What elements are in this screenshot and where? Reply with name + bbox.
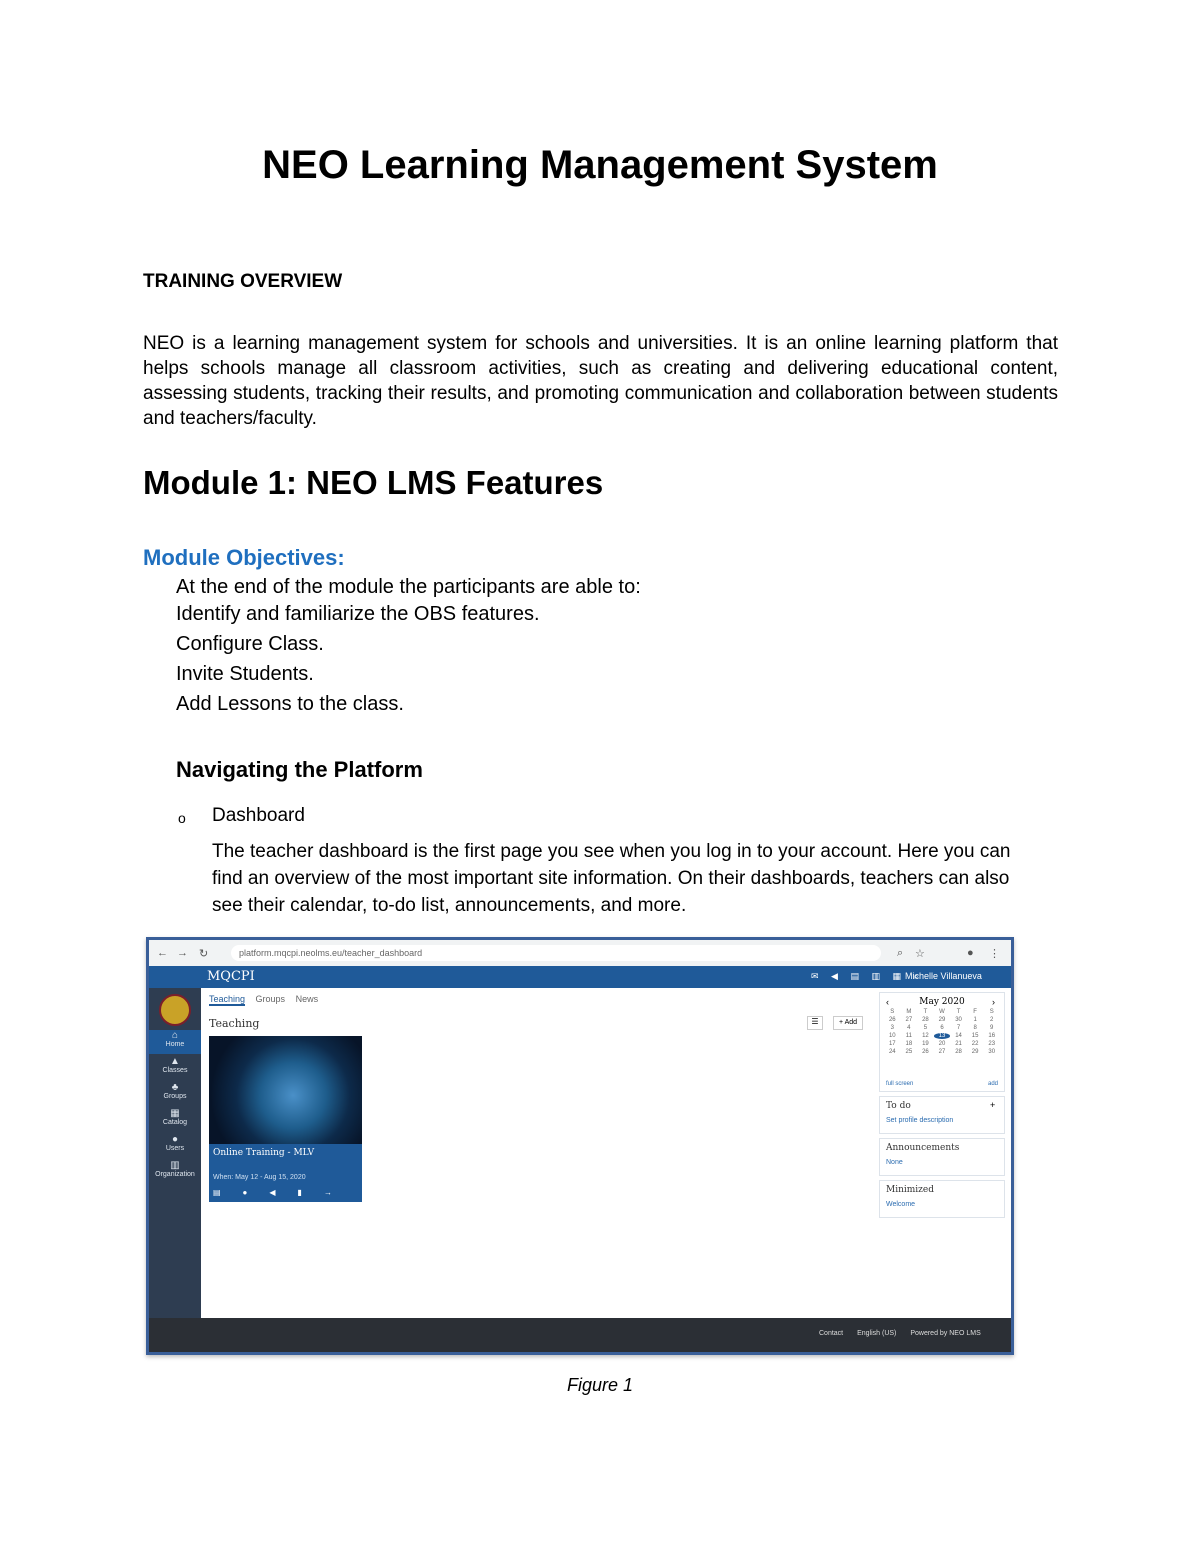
users-icon: ● (171, 1134, 179, 1145)
bullet-marker: o (178, 810, 186, 826)
calendar-day[interactable]: 9 (990, 1025, 994, 1031)
calendar-weekday: T (923, 1009, 928, 1015)
teaching-title: Teaching (209, 1017, 260, 1030)
user-name[interactable]: Michelle Villanueva (905, 971, 982, 981)
figure-caption: Figure 1 (566, 1375, 634, 1395)
main-content (201, 988, 1011, 1318)
objectives-heading: Module Objectives: (143, 545, 345, 570)
calendar-day[interactable]: 28 (955, 1049, 962, 1055)
catalog-icon: ▦ (170, 1108, 180, 1119)
menu-icon[interactable]: ⋮ (989, 948, 1000, 960)
class-title[interactable]: Online Training - MLV (213, 1148, 315, 1158)
reload-icon[interactable]: ↻ (199, 948, 209, 960)
groups-icon: ♣ (171, 1082, 179, 1093)
add-todo-icon[interactable]: + (990, 1100, 996, 1110)
calendar-day[interactable]: 29 (938, 1017, 946, 1023)
class-card[interactable] (209, 1036, 362, 1202)
footer-contact[interactable]: Contact (819, 1330, 844, 1337)
calendar-day[interactable]: 17 (888, 1041, 896, 1047)
footer-links (819, 1330, 993, 1337)
list-view-button[interactable]: ☰ (807, 1016, 823, 1030)
calendar-month: May 2020 (919, 997, 965, 1007)
objective-item: Identify and familiarize the OBS features. (176, 603, 540, 625)
search-icon[interactable]: ⌕ (897, 947, 904, 959)
minimized-item[interactable]: Welcome (886, 1201, 916, 1208)
calendar-day[interactable]: 4 (907, 1025, 911, 1031)
calendar-day[interactable]: 24 (888, 1049, 896, 1055)
calendar-day[interactable]: 23 (988, 1041, 996, 1047)
school-logo (159, 994, 191, 1026)
dashboard-description: The teacher dashboard is the first page you see when you log in to your account. Here you can find an overview of the most important site information. On their dashboards, teachers can also see their calendar, to-do list, announcements, and more. (212, 841, 1011, 916)
calendar-day[interactable]: 1 (973, 1017, 977, 1023)
calendar-day[interactable]: 10 (888, 1033, 896, 1039)
calendar-day[interactable]: 28 (922, 1017, 929, 1023)
class-dates: When: May 12 - Aug 15, 2020 (213, 1174, 306, 1181)
announcements-item: None (886, 1159, 903, 1166)
sidebar-item-classes[interactable]: ▲ Classes (149, 1056, 201, 1080)
calendar-day[interactable]: 22 (971, 1041, 979, 1047)
sidebar-item-organization[interactable]: ▥ Organization (149, 1160, 201, 1184)
document-title: NEO Learning Management System (262, 143, 938, 187)
calendar-weekday: W (939, 1009, 945, 1015)
calendar-day[interactable]: 27 (938, 1049, 946, 1055)
calendar-day[interactable]: 30 (988, 1049, 996, 1055)
calendar-day[interactable]: 18 (905, 1041, 913, 1047)
tab-bar (209, 994, 326, 1004)
calendar-day[interactable]: 30 (955, 1017, 962, 1023)
dashboard-screenshot (146, 937, 1014, 1355)
calendar-day[interactable]: 13 (934, 1033, 951, 1039)
calendar-day[interactable]: 29 (971, 1049, 979, 1055)
calendar-weekday: S (989, 1009, 994, 1015)
calendar-add-link[interactable]: add (988, 1081, 999, 1087)
minimized-title: Minimized (886, 1185, 935, 1195)
calendar-day[interactable]: 14 (955, 1033, 962, 1039)
calendar-day[interactable]: 12 (922, 1033, 929, 1039)
home-icon: ⌂ (171, 1030, 179, 1041)
calendar-day[interactable]: 15 (971, 1033, 979, 1039)
objective-item: Add Lessons to the class. (176, 693, 404, 715)
objective-item: Invite Students. (176, 663, 314, 685)
dashboard-label: Dashboard (212, 805, 305, 826)
calendar-weekday: T (956, 1009, 961, 1015)
navigating-heading: Navigating the Platform (176, 757, 423, 782)
calendar-prev-icon[interactable]: ‹ (886, 997, 889, 1007)
calendar-day[interactable]: 20 (938, 1041, 946, 1047)
objective-intro: At the end of the module the participants are able to: (176, 576, 641, 598)
calendar-fullscreen-link[interactable]: full screen (886, 1081, 914, 1087)
module-heading: Module 1: NEO LMS Features (143, 464, 604, 501)
browser-chrome (149, 940, 1011, 967)
calendar-day[interactable]: 5 (923, 1025, 928, 1031)
calendar-weekday: F (973, 1009, 977, 1015)
url-bar[interactable]: platform.mqcpi.neolms.eu/teacher_dashboard (231, 945, 881, 961)
tab-teaching[interactable]: Teaching (209, 994, 246, 1004)
card-action-icons[interactable]: ▤●◀▮→ (213, 1188, 354, 1197)
todo-title: To do (886, 1101, 911, 1111)
calendar-day[interactable]: 27 (905, 1017, 913, 1023)
calendar-day[interactable]: 19 (922, 1041, 929, 1047)
app-footer (149, 1318, 1011, 1352)
footer-language[interactable]: English (US) (857, 1330, 897, 1337)
calendar-day[interactable]: 16 (988, 1033, 996, 1039)
calendar-day[interactable]: 26 (922, 1049, 929, 1055)
todo-widget (879, 1096, 1005, 1134)
sidebar-item-catalog[interactable]: ▦ Catalog (149, 1108, 201, 1132)
class-image (209, 1036, 362, 1144)
brand-name[interactable]: MQCPI (207, 969, 255, 984)
calendar-weekday: M (906, 1009, 912, 1015)
announcements-title: Announcements (886, 1143, 960, 1153)
calendar-day[interactable]: 3 (890, 1025, 894, 1031)
intro-paragraph: NEO is a learning management system for schools and universities. It is an online learning platform that helps schools manage all classroom activities, such as creating and delivering educational content, assessing students, tracking their results, and promoting communication and collaboration between students and teachers/faculty. (143, 333, 1058, 429)
sidebar-item-home[interactable]: ⌂ Home (149, 1030, 201, 1054)
calendar-weekday: S (890, 1009, 895, 1015)
calendar-day[interactable]: 6 (940, 1025, 944, 1031)
minimized-widget (879, 1180, 1005, 1218)
back-icon[interactable]: ← (157, 947, 168, 959)
announcements-widget (879, 1138, 1005, 1176)
sidebar-item-groups[interactable]: ♣ Groups (149, 1082, 201, 1106)
classes-icon: ▲ (170, 1056, 180, 1067)
calendar-day[interactable]: 8 (973, 1025, 977, 1031)
app-header (149, 966, 1011, 988)
sidebar-item-users[interactable]: ● Users (149, 1134, 201, 1158)
profile-icon[interactable]: ● (967, 947, 974, 959)
organization-icon: ▥ (170, 1160, 180, 1171)
calendar-next-icon[interactable]: › (992, 997, 995, 1007)
tab-groups[interactable]: Groups (255, 994, 286, 1004)
star-icon[interactable]: ☆ (915, 948, 925, 960)
calendar-day[interactable]: 7 (956, 1025, 961, 1031)
section-label: TRAINING OVERVIEW (143, 271, 343, 292)
forward-icon[interactable]: → (177, 947, 188, 959)
objective-item: Configure Class. (176, 633, 324, 655)
calendar-day[interactable]: 2 (990, 1017, 994, 1023)
calendar-day[interactable]: 11 (905, 1033, 912, 1039)
calendar-day[interactable]: 25 (905, 1049, 913, 1055)
header-icons[interactable]: ✉ ◀ ▤ ▥ ▦ ⌕ (811, 971, 924, 981)
calendar-day[interactable]: 21 (955, 1041, 962, 1047)
calendar-links (886, 1081, 999, 1087)
calendar-widget (879, 992, 1005, 1092)
calendar-grid (884, 1009, 1000, 1055)
footer-powered-by[interactable]: Powered by NEO LMS (910, 1330, 981, 1337)
add-button[interactable]: + Add (833, 1016, 863, 1030)
sidebar (149, 988, 201, 1318)
tab-news[interactable]: News (295, 994, 319, 1004)
todo-item[interactable]: Set profile description (886, 1117, 954, 1124)
calendar-day[interactable]: 26 (888, 1017, 896, 1023)
